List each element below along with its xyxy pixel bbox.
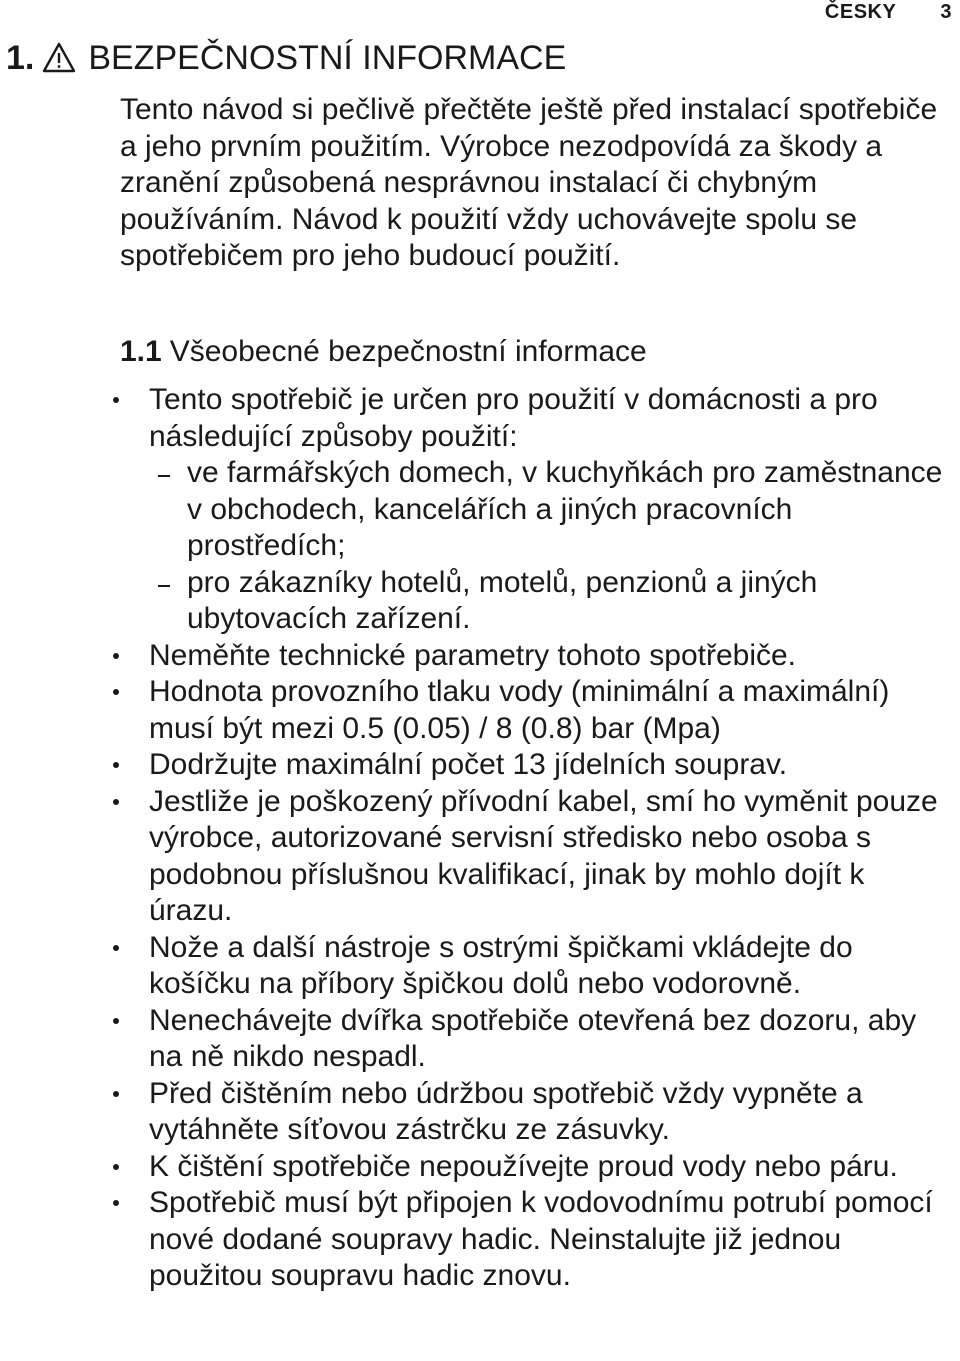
list-item: [0, 638, 960, 675]
bullet-dot: [113, 762, 119, 768]
warning-triangle-icon: [42, 42, 76, 74]
intro-paragraph: Tento návod si pečlivě přečtěte ještě před instalací spotřebiče a jeho prvním použitím. Výrobce nezodpovídá za škody a zranění způsobená nesprávnou instalací či chybným používáním. Návod k použití vždy uchovávejte spolu se spotřebičem pro jeho budoucí použití.: [120, 93, 938, 272]
list-item-text: Neměňte technické parametry tohoto spotřebiče.: [149, 638, 797, 672]
list-item-text: K čištění spotřebiče nepoužívejte proud vody nebo páru.: [149, 1149, 898, 1183]
language-label: ČESKY: [824, 1, 897, 23]
list-item-text: Jestliže je poškozený přívodní kabel, smí ho vyměnit pouze výrobce, autorizované servisní středisko nebo osoba s podobnou příslušnou kvalifikací, jinak by mohlo dojít k úrazu.: [149, 784, 938, 927]
subsection-heading: [120, 333, 647, 371]
list-item: [0, 1185, 960, 1295]
bullet-dot: [113, 1200, 119, 1206]
list-item-text: Hodnota provozního tlaku vody (minimální a maximální) musí být mezi 0.5 (0.05) / 8 (0.8) bar (Mpa): [149, 675, 890, 745]
list-item: [0, 1076, 960, 1149]
sub-list-item-text: pro zákazníky hotelů, motelů, penzionů a jiných ubytovacích zařízení.: [187, 565, 818, 635]
dash-marker: [158, 475, 170, 477]
page-number: 3: [940, 1, 952, 23]
bullet-dot: [113, 1164, 119, 1170]
section-number: 1.: [6, 39, 35, 77]
section-title: BEZPEČNOSTNÍ INFORMACE: [88, 39, 567, 77]
sub-list-item: [149, 455, 954, 565]
list-item: [0, 1149, 960, 1186]
list-item: [0, 784, 960, 930]
list-item: [0, 382, 960, 638]
list-item: [0, 747, 960, 784]
bullet-dot: [113, 945, 119, 951]
sub-list-item-text: ve farmářských domech, v kuchyňkách pro zaměstnance v obchodech, kancelářích a jiných pracovních prostředích;: [187, 456, 943, 562]
list-item-text: Spotřebič musí být připojen k vodovodnímu potrubí pomocí nové dodané soupravy hadic. Neinstalujte již jednou použitou soupravu hadic znovu.: [149, 1186, 933, 1292]
list-item: [0, 674, 960, 747]
bullet-dot: [113, 653, 119, 659]
sub-list-item: [149, 565, 954, 638]
bullet-dot: [113, 1091, 119, 1097]
list-item-text: Nenechávejte dvířka spotřebiče otevřená bez dozoru, aby na ně nikdo nespadl.: [149, 1003, 917, 1073]
bullet-dot: [113, 689, 119, 695]
bullet-dot: [113, 1018, 119, 1024]
list-item: [0, 930, 960, 1003]
list-item-text: Nože a další nástroje s ostrými špičkami vkládejte do košíčku na příbory špičkou dolů nebo vodorovně.: [149, 930, 853, 1000]
list-item-text: Dodržujte maximální počet 13 jídelních souprav.: [149, 748, 788, 781]
section-heading: [6, 38, 566, 78]
list-item: [0, 1003, 960, 1076]
dash-marker: [158, 585, 170, 587]
sub-list: [149, 455, 954, 638]
list-item-text: Tento spotřebič je určen pro použití v domácnosti a pro následující způsoby použití:: [149, 383, 878, 453]
safety-bullet-list: [0, 382, 960, 1295]
page-header: [825, 1, 952, 24]
bullet-dot: [113, 799, 119, 805]
bullet-dot: [113, 397, 119, 403]
subsection-title: Všeobecné bezpečnostní informace: [169, 335, 647, 368]
list-item-text: Před čištěním nebo údržbou spotřebič vždy vypněte a vytáhněte síťovou zástrčku ze zásuvky.: [149, 1076, 863, 1146]
subsection-number: 1.1: [120, 335, 162, 368]
